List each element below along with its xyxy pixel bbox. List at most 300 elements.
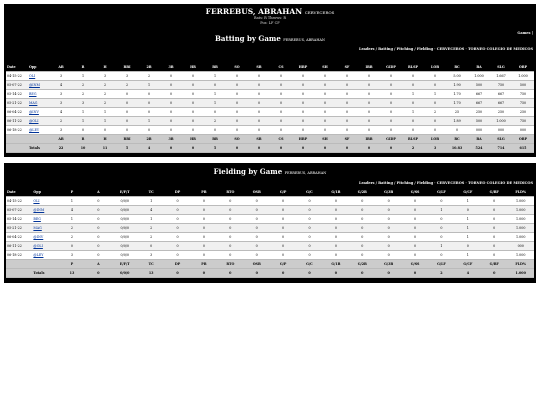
fielding-cell: 0 (349, 197, 375, 206)
fielding-cell: 0 (270, 251, 296, 260)
batting-row (6, 81, 534, 90)
batting-cell: 0 (292, 81, 314, 90)
fielding-col-header-repeat: G/P (270, 260, 296, 269)
opponent-link[interactable]: @INV (28, 108, 50, 117)
fielding-col-header-repeat: G/LF (428, 260, 454, 269)
batting-col-header-repeat: 2B (138, 135, 160, 144)
batting-col-header: Date (6, 63, 28, 72)
fielding-cell: 0 (349, 251, 375, 260)
fielding-cell: 0 (217, 206, 243, 215)
batting-cell: 0 (204, 81, 226, 90)
fielding-cell: 1 (455, 215, 481, 224)
batting-cell: 0 (94, 126, 116, 135)
batting-total-cell: Totals (28, 144, 50, 153)
fielding-cell: 0 (217, 197, 243, 206)
fielding-cell: 0 (164, 224, 190, 233)
fielding-col-header-repeat: G/2B (349, 260, 375, 269)
fielding-cell: 1.000 (507, 197, 534, 206)
fielding-col-header-repeat: G/3B (375, 260, 401, 269)
fielding-cell: 0 (217, 215, 243, 224)
fielding-cell: 0 (164, 197, 190, 206)
batting-cell: 0 (358, 99, 380, 108)
fielding-col-header-repeat: PB (191, 260, 217, 269)
batting-cell: 0 (292, 126, 314, 135)
batting-col-header-repeat: 3B (160, 135, 182, 144)
batting-cell: 0 (182, 99, 204, 108)
batting-cell: 25 (446, 108, 468, 117)
batting-cell: 2 (138, 72, 160, 81)
batting-cell: 0 (182, 117, 204, 126)
fielding-total-cell: 0 (402, 269, 428, 278)
batting-total-cell: 524 (468, 144, 490, 153)
batting-col-header-repeat: SH (314, 135, 336, 144)
batting-cell: 3 (116, 72, 138, 81)
batting-cell: 0 (270, 126, 292, 135)
fielding-total-cell: 0 (164, 269, 190, 278)
fielding-total-cell: Totals (32, 269, 58, 278)
fielding-row (6, 233, 534, 242)
fielding-cell: 1 (455, 197, 481, 206)
batting-col-header: LOB (424, 63, 446, 72)
batting-cell: 3 (72, 99, 94, 108)
fielding-total-cell: 4 (455, 269, 481, 278)
batting-cell: 0 (116, 117, 138, 126)
fielding-cell: 0 (349, 224, 375, 233)
batting-cell: 0 (380, 117, 402, 126)
batting-cell: 0 (336, 117, 358, 126)
fielding-cell: 0 (428, 215, 454, 224)
batting-cell: 0 (270, 90, 292, 99)
batting-col-header: SO (226, 63, 248, 72)
batting-cell: 0 (72, 126, 94, 135)
fielding-cell: 0 (296, 251, 322, 260)
fielding-cell: 0 (270, 197, 296, 206)
fielding-cell: 0 (349, 233, 375, 242)
batting-cell: 1 (138, 81, 160, 90)
fielding-cell: 1.000 (507, 206, 534, 215)
fielding-cell: 0 (323, 251, 349, 260)
fielding-cell: 0 (191, 215, 217, 224)
batting-cell: 0 (226, 117, 248, 126)
batting-cell: 2 (94, 99, 116, 108)
batting-table (6, 63, 534, 153)
opponent-link[interactable]: @INM (32, 206, 58, 215)
fielding-cell: 0 (217, 224, 243, 233)
batting-cell: 1 (204, 99, 226, 108)
game-date: 05-07-22 (6, 206, 32, 215)
batting-row (6, 90, 534, 99)
fielding-col-header-repeat: DP (164, 260, 190, 269)
batting-cell: 750 (512, 99, 534, 108)
batting-cell: 0 (182, 81, 204, 90)
opponent-link[interactable]: BEG (28, 90, 50, 99)
batting-col-header: RBI (116, 63, 138, 72)
fielding-cell: 0 (164, 242, 190, 251)
fielding-col-header-repeat: E/F/T (112, 260, 138, 269)
batting-cell: 3 (94, 72, 116, 81)
batting-col-header: BA (468, 63, 490, 72)
fielding-col-header-repeat: RTO (217, 260, 243, 269)
fielding-col-header: P (59, 188, 85, 197)
fielding-leaders-nav[interactable]: Leaders / Batting / Pitching / Fielding · CERVECEROS · TORNEO COLEGIO DE MEDICOS (358, 181, 533, 185)
fielding-col-header-repeat: FLD% (507, 260, 534, 269)
batting-total-cell: 10 (72, 144, 94, 153)
fielding-col-header-repeat: TC (138, 260, 164, 269)
fielding-cell: 0 (481, 215, 507, 224)
fielding-cell: 0 (428, 251, 454, 260)
batting-col-header-repeat: HR (182, 135, 204, 144)
batting-cell: 667 (468, 90, 490, 99)
batting-cell: 000 (468, 126, 490, 135)
batting-col-header-repeat: SLG (490, 135, 512, 144)
batting-cell: 1 (402, 108, 424, 117)
batting-col-header-repeat: CS (270, 135, 292, 144)
batting-cell: 1 (424, 90, 446, 99)
fielding-cell: 1 (428, 206, 454, 215)
fielding-cell: 1 (138, 215, 164, 224)
fielding-cell: 0/0/0 (112, 197, 138, 206)
batting-cell: 667 (468, 99, 490, 108)
game-date: 05-14-22 (6, 90, 28, 99)
fielding-cell: 0 (481, 242, 507, 251)
batting-total-cell: 714 (490, 144, 512, 153)
fielding-cell: 0 (323, 215, 349, 224)
batting-cell: 0 (270, 72, 292, 81)
fielding-cell: 0 (217, 242, 243, 251)
batting-cell: 0 (160, 126, 182, 135)
batting-header-row-repeat (6, 135, 534, 144)
position: Pos: LF CF (260, 20, 280, 25)
batting-cell: 0 (336, 126, 358, 135)
fielding-cell: 0 (375, 197, 401, 206)
batting-col-header: HR (182, 63, 204, 72)
fielding-cell: 0 (217, 233, 243, 242)
fielding-cell: 0 (191, 242, 217, 251)
fielding-cell: 1.000 (507, 251, 534, 260)
batting-total-cell: 10.83 (446, 144, 468, 153)
fielding-cell: 0 (85, 224, 111, 233)
batting-cell: 0 (116, 90, 138, 99)
batting-cell: 0 (402, 126, 424, 135)
fielding-cell: 0/0/0 (112, 224, 138, 233)
opponent-link[interactable]: @INV (32, 233, 58, 242)
fielding-cell: 2 (138, 233, 164, 242)
fielding-cell: 0 (191, 233, 217, 242)
batting-cell: 1.89 (446, 117, 468, 126)
fielding-cell: 0 (164, 206, 190, 215)
fielding-cell: 3 (59, 251, 85, 260)
fielding-cell: 0 (59, 242, 85, 251)
fielding-cell: 000 (507, 242, 534, 251)
batting-col-header-repeat: RLSP (402, 135, 424, 144)
fielding-row (6, 251, 534, 260)
batting-cell: 0 (248, 126, 270, 135)
batting-cell: 0 (314, 117, 336, 126)
fielding-cell: 0/0/0 (112, 206, 138, 215)
fielding-row (6, 206, 534, 215)
batting-cell: 0 (336, 99, 358, 108)
fielding-totals-row (6, 269, 534, 278)
fielding-cell: 0/0/0 (112, 233, 138, 242)
fielding-cell: 2 (59, 224, 85, 233)
batting-col-header: HBP (292, 63, 314, 72)
fielding-cell: 2 (138, 224, 164, 233)
batting-cell: 500 (468, 81, 490, 90)
batting-cell: 0 (226, 72, 248, 81)
batting-cell: 0 (182, 126, 204, 135)
batting-cell: 000 (512, 126, 534, 135)
team-name[interactable]: CERVECEROS (304, 10, 335, 15)
batting-cell: 1 (402, 90, 424, 99)
fielding-total-cell: 2 (428, 269, 454, 278)
fielding-cell: 1 (138, 197, 164, 206)
game-date: 06-11-22 (6, 242, 32, 251)
batting-col-header: H (94, 63, 116, 72)
game-date: 05-07-22 (6, 81, 28, 90)
batting-cell: 1 (138, 117, 160, 126)
batting-cell: 000 (490, 126, 512, 135)
fielding-cell: 0 (244, 215, 270, 224)
fielding-cell: 0 (481, 233, 507, 242)
fielding-cell: 0 (244, 242, 270, 251)
batting-row (6, 117, 534, 126)
batting-total-cell: 0 (358, 144, 380, 153)
batting-cell: 0 (226, 99, 248, 108)
opponent-link[interactable]: @LEY (28, 126, 50, 135)
batting-col-header-repeat: RBI (116, 135, 138, 144)
fielding-cell: 0 (244, 206, 270, 215)
fielding-cell: 0 (296, 233, 322, 242)
batting-cell: 4 (50, 108, 72, 117)
batting-cell: 0 (248, 90, 270, 99)
batting-cell: 0 (116, 99, 138, 108)
opponent-link[interactable]: @OLI (32, 242, 58, 251)
batting-cell: 0 (380, 90, 402, 99)
batting-cell: 1 (204, 72, 226, 81)
fielding-cell: 0 (85, 206, 111, 215)
batting-cell: 0 (358, 117, 380, 126)
batting-cell: 0 (248, 72, 270, 81)
games-link[interactable]: Games | (517, 31, 533, 35)
batting-totals-row (6, 144, 534, 153)
batting-cell: 2 (50, 117, 72, 126)
batting-row (6, 108, 534, 117)
batting-cell: 0 (424, 81, 446, 90)
batting-col-header-repeat: BB (204, 135, 226, 144)
batting-cell: 0 (138, 99, 160, 108)
game-date: 05-14-22 (6, 215, 32, 224)
opponent-link[interactable]: @OLI (28, 117, 50, 126)
batting-cell: 0 (204, 126, 226, 135)
batting-cell: 0 (292, 99, 314, 108)
batting-total-cell: 0 (226, 144, 248, 153)
fielding-cell: 0 (244, 233, 270, 242)
batting-cell: 1 (94, 108, 116, 117)
fielding-cell: 0 (402, 233, 428, 242)
batting-col-header: RLSP (402, 63, 424, 72)
batting-total-cell: 5 (116, 144, 138, 153)
fielding-header-row (6, 188, 534, 197)
batting-cell: 1.000 (512, 72, 534, 81)
batting-cell: 0 (402, 72, 424, 81)
fielding-col-header: A (85, 188, 111, 197)
batting-cell: 0 (424, 72, 446, 81)
fielding-cell: 0 (191, 206, 217, 215)
batting-row (6, 126, 534, 135)
fielding-col-header: G/P (270, 188, 296, 197)
fielding-col-header: RTO (217, 188, 243, 197)
batting-cell: 2 (72, 81, 94, 90)
fielding-cell: 0 (138, 242, 164, 251)
batting-cell: 0 (424, 126, 446, 135)
batting-col-header-repeat: SO (226, 135, 248, 144)
fielding-cell: 0 (402, 215, 428, 224)
fielding-total-cell: 13 (59, 269, 85, 278)
batting-cell: 1.70 (446, 90, 468, 99)
batting-total-cell: 0 (160, 144, 182, 153)
batting-cell: 1 (72, 72, 94, 81)
fielding-total-cell: 0/0/0 (112, 269, 138, 278)
batting-cell: 0 (226, 108, 248, 117)
opponent-link[interactable]: MAG (32, 224, 58, 233)
batting-total-cell: 3 (424, 144, 446, 153)
batting-cell: 0 (160, 81, 182, 90)
fielding-col-header: TC (138, 188, 164, 197)
batting-col-header: IBB (358, 63, 380, 72)
fielding-cell: 0 (323, 197, 349, 206)
batting-col-header: SB (248, 63, 270, 72)
fielding-row (6, 242, 534, 251)
batting-col-header-repeat: RC (446, 135, 468, 144)
player-header (4, 4, 536, 16)
batting-cell: 750 (490, 81, 512, 90)
fielding-cell: 1.000 (507, 233, 534, 242)
fielding-col-header: E/F/T (112, 188, 138, 197)
batting-cell: 5.00 (446, 72, 468, 81)
fielding-total-cell: 0 (270, 269, 296, 278)
fielding-cell: 0 (217, 251, 243, 260)
fielding-col-header-repeat: A (85, 260, 111, 269)
batting-cell: 3 (50, 72, 72, 81)
batting-col-header: Opp (28, 63, 50, 72)
batting-cell: 0 (380, 99, 402, 108)
opponent-link[interactable]: OLI (32, 197, 58, 206)
fielding-col-header: Date (6, 188, 32, 197)
batting-col-header-repeat: IBB (358, 135, 380, 144)
fielding-cell: 0 (164, 215, 190, 224)
batting-cell: 0 (248, 117, 270, 126)
fielding-cell: 0 (349, 242, 375, 251)
batting-col-header-repeat: BA (468, 135, 490, 144)
fielding-player-small: FERREBUS, ABRAHAN (284, 171, 327, 175)
batting-cell: 500 (468, 117, 490, 126)
batting-total-cell (6, 144, 28, 153)
batting-cell: 0 (182, 90, 204, 99)
batting-total-cell: 0 (248, 144, 270, 153)
batting-cell: 0 (160, 108, 182, 117)
batting-col-header: OBP (512, 63, 534, 72)
batting-cell: 0 (138, 126, 160, 135)
fielding-cell: 0 (85, 215, 111, 224)
opponent-link[interactable]: @LEY (32, 251, 58, 260)
batting-col-header: R (72, 63, 94, 72)
batting-col-header-repeat: H (94, 135, 116, 144)
fielding-cell: 1.000 (507, 224, 534, 233)
batting-cell: 0 (314, 99, 336, 108)
batting-cell: 250 (490, 108, 512, 117)
batting-cell: 2 (116, 81, 138, 90)
game-date: 04-15-22 (6, 72, 28, 81)
fielding-cell: 0 (402, 224, 428, 233)
opponent-link[interactable]: MAG (28, 99, 50, 108)
fielding-cell: 0 (85, 251, 111, 260)
batting-leaders-nav[interactable]: Leaders / Batting / Pitching / Fielding · CERVECEROS · TORNEO COLEGIO DE MEDICOS (358, 47, 533, 51)
fielding-cell: 1 (455, 233, 481, 242)
batting-total-cell: 615 (512, 144, 534, 153)
batting-cell: 0 (138, 108, 160, 117)
batting-cell: 0 (380, 126, 402, 135)
fielding-cell: 0 (349, 215, 375, 224)
fielding-cell: 0 (323, 233, 349, 242)
batting-total-cell: 22 (50, 144, 72, 153)
fielding-total-cell: 0 (85, 269, 111, 278)
batting-cell: 0 (424, 99, 446, 108)
opponent-link[interactable]: BEG (32, 215, 58, 224)
batting-cell: 0 (380, 81, 402, 90)
batting-cell: 0 (336, 90, 358, 99)
batting-cell: 250 (512, 108, 534, 117)
fielding-cell: 1 (455, 224, 481, 233)
batting-cell: 0 (314, 126, 336, 135)
fielding-cell: 0 (270, 206, 296, 215)
batting-cell: 0 (314, 90, 336, 99)
fielding-cell: 0 (402, 251, 428, 260)
batting-cell: 0 (160, 99, 182, 108)
fielding-col-header: G/RF (481, 188, 507, 197)
fielding-cell: 0 (349, 206, 375, 215)
fielding-title (4, 167, 536, 176)
batting-col-header-repeat: SB (248, 135, 270, 144)
batting-cell: 0 (292, 90, 314, 99)
batting-col-header-repeat: SF (336, 135, 358, 144)
batting-col-header: 2B (138, 63, 160, 72)
batting-col-header-repeat: R (72, 135, 94, 144)
batting-row (6, 72, 534, 81)
batting-col-header-repeat: LOB (424, 135, 446, 144)
batting-cell: 0 (358, 126, 380, 135)
fielding-cell: 0 (296, 242, 322, 251)
fielding-cell: 0 (375, 251, 401, 260)
fielding-cell: 0 (191, 224, 217, 233)
opponent-link[interactable]: OLI (28, 72, 50, 81)
batting-cell: 0 (270, 81, 292, 90)
batting-cell: 0 (270, 99, 292, 108)
opponent-link[interactable]: @INM (28, 81, 50, 90)
fielding-col-header: G/2B (349, 188, 375, 197)
game-date: 06-04-22 (6, 233, 32, 242)
batting-cell: 0 (314, 81, 336, 90)
fielding-cell: 0 (375, 242, 401, 251)
fielding-cell: 0 (164, 233, 190, 242)
fielding-col-header-repeat: OSB (244, 260, 270, 269)
fielding-col-header: PB (191, 188, 217, 197)
batting-cell: 0 (336, 81, 358, 90)
batting-cell: 2 (424, 108, 446, 117)
game-date: 06-18-22 (6, 251, 32, 260)
fielding-panel (4, 163, 536, 283)
fielding-cell: 0 (402, 197, 428, 206)
batting-player-small: FERREBUS, ABRAHAN (283, 38, 325, 42)
